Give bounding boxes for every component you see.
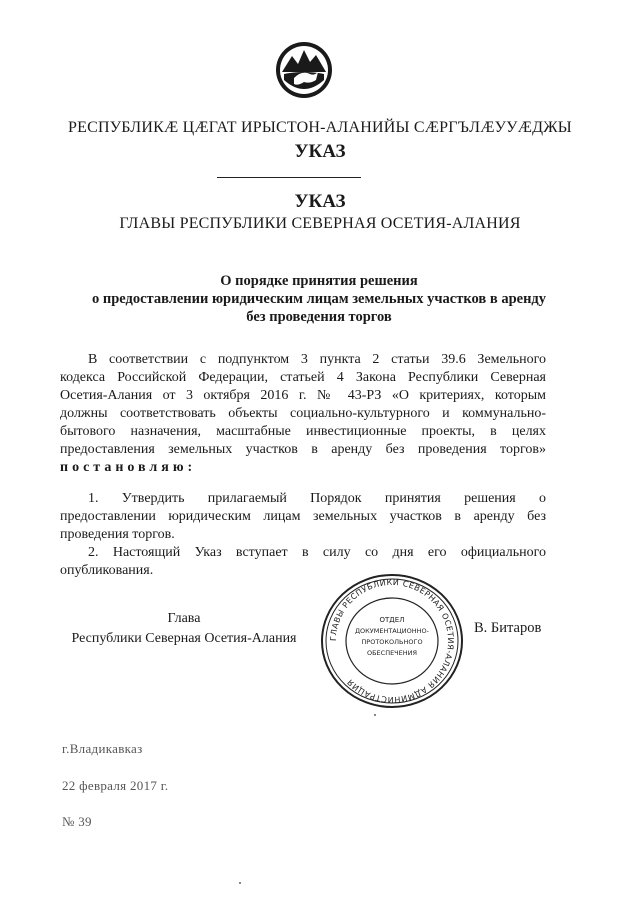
- paragraph-line: бытового назначения, масштабные инвестиционные проекты, в целях: [60, 424, 546, 439]
- seal-center-line: ДОКУМЕНТАЦИОННО-: [354, 627, 430, 635]
- paragraph-line: проведения торгов.: [60, 527, 175, 542]
- document-title: [60, 272, 578, 326]
- document-title-line: без проведения торгов: [246, 309, 392, 325]
- signatory-name: В. Битаров: [474, 620, 542, 636]
- header-decree-title: УКАЗ: [294, 191, 346, 212]
- item-2-paragraph: [60, 544, 546, 580]
- header-divider: [217, 177, 361, 178]
- paragraph-line: В соответствии с подпунктом 3 пункта 2 статьи 39.6 Земельного: [88, 352, 546, 367]
- paragraph-line: предоставлении юридическим лицам земельных участков в аренду без: [60, 509, 546, 524]
- document-title-line: О порядке принятия решения: [220, 273, 418, 289]
- signatory-organization: Республики Северная Осетия-Алания: [71, 631, 297, 646]
- paragraph-line: предоставления земельных участков в аренду без проведения торгов»: [60, 442, 546, 457]
- item-1-paragraph: [60, 490, 546, 544]
- signatory-role: Глава: [167, 611, 201, 626]
- paragraph-line: кодекса Российской Федерации, статьей 4 Закона Республики Северная: [60, 370, 546, 385]
- seal-center-line: ОТДЕЛ: [379, 616, 405, 624]
- seal-ring-text: ГЛАВЫ РЕСПУБЛИКИ СЕВЕРНАЯ ОСЕТИЯ-АЛАНИЯ АДМИНИСТРАЦИЯ: [328, 577, 456, 705]
- paragraph-line: 1. Утвердить прилагаемый Порядок принятия решения о: [88, 491, 546, 506]
- scan-speck: [374, 714, 376, 716]
- intro-paragraph: [60, 351, 546, 477]
- coat-of-arms-emblem: [274, 40, 334, 100]
- seal-center-line: ПРОТОКОЛЬНОГО: [361, 638, 423, 646]
- paragraph-line: 2. Настоящий Указ вступает в силу со дня его официального: [88, 545, 546, 560]
- header-decree-title-ossetian: УКАЗ: [294, 141, 346, 162]
- footer-number: № 39: [62, 814, 92, 829]
- official-seal: [318, 572, 466, 710]
- document-title-line: о предоставлении юридическим лицам земельных участков в аренду: [91, 291, 547, 307]
- footer-date: 22 февраля 2017 г.: [62, 778, 169, 793]
- paragraph-line: должны соответствовать объекты социально-культурного и коммунально-: [60, 406, 546, 421]
- resolve-word: постановляю:: [60, 460, 197, 475]
- header-republic-ossetian: РЕСПУБЛИКӔ ЦӔГАТ ИРЫСТОН-АЛАНИЙЫ СӔРГЪЛӔУУӔДЖЫ: [68, 119, 572, 136]
- paragraph-line: опубликования.: [60, 563, 154, 578]
- header-head-of-republic: ГЛАВЫ РЕСПУБЛИКИ СЕВЕРНАЯ ОСЕТИЯ-АЛАНИЯ: [119, 215, 521, 232]
- paragraph-line: Осетия-Алания от 3 октября 2016 г. № 43-РЗ «О критериях, которым: [60, 388, 546, 403]
- signatory-title: [64, 609, 304, 649]
- scan-speck: [239, 882, 241, 884]
- seal-center-line: ОБЕСПЕЧЕНИЯ: [366, 649, 418, 657]
- footer-city: г.Владикавказ: [62, 741, 143, 756]
